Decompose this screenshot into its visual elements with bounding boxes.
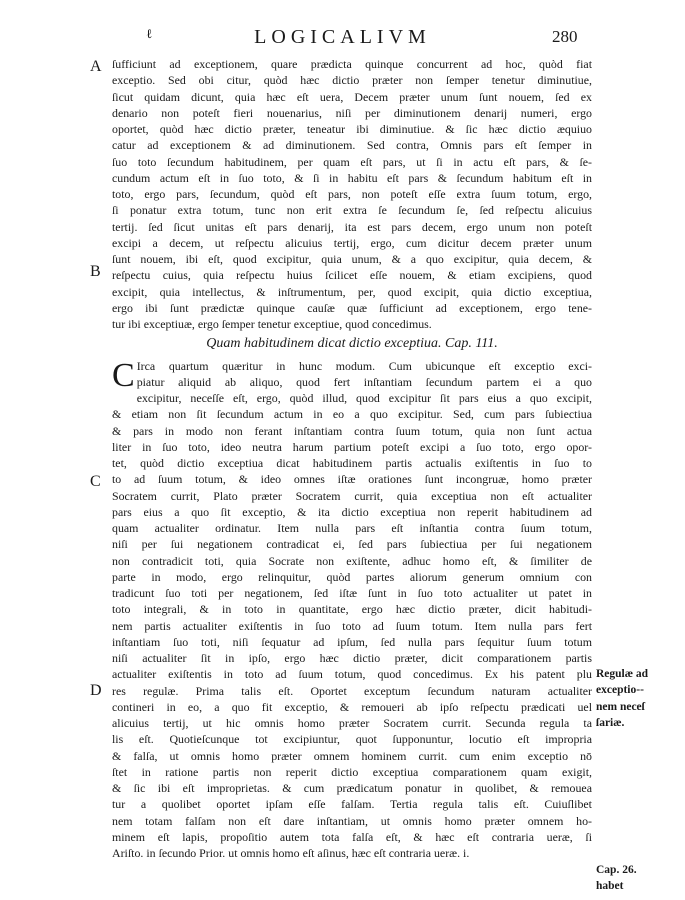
text-line: toto, ergo pars, ſecundum, quòd eſt pars, non poteſt eſſe extra ſuum totum, ergo, <box>112 187 592 201</box>
text-line: liter in ſuo toto, ideo neutra harum partium poteſt excipi a ſuo toto, ergo opor- <box>112 439 592 454</box>
text-line: & ſic ibi eſt improprietas. & cum prædicatum ponatur in quolibet, & remouea <box>112 781 592 795</box>
text-line: tur ibi exceptiuæ, ergo ſemper tenetur exceptiue, quod concedimus. <box>112 317 432 331</box>
margin-note-chapter-ref <box>596 862 685 895</box>
text-line: parte in modo, ergo relinquitur, quòd partes aliorum generum omnium con <box>112 569 592 584</box>
margin-note-line: Cap. 26. <box>596 864 637 876</box>
text-line: Ariſto. in ſecundo Prior. ut omnis homo eſt aſinus, hæc eſt contraria ueræ. i. <box>112 846 470 860</box>
text-line: tur a quolibet oportet ipſam eſſe falſam. Tertia regula talis eſt. Cuiuſlibet <box>112 797 592 812</box>
section-marker-d: D <box>90 682 102 699</box>
text-line: minem eſt lapis, propoſitio autem tota falſa eſt, & hæc eſt contraria ueræ, ſi <box>112 829 592 844</box>
section-1 <box>112 56 592 332</box>
margin-note-line: Regulæ ad <box>596 668 649 680</box>
section-marker-a: A <box>90 58 102 75</box>
text-line: cundum actum eſt in ſuo toto, & ſi in habitu eſt pars & ſecundum habitum eſt in <box>112 170 592 185</box>
text-line: actualiter exiſtentis in toto ad ſuum totum, quod concedimus. Ex his patent plu <box>112 667 592 682</box>
text-line: oportet, quòd hæc dictio præter, teneatur ibi diminutiue. & ſic hæc dictio æquiuo <box>112 122 592 136</box>
chapter-heading: Quam habitudinem dicat dictio exceptiua. Cap. 111. <box>206 336 498 352</box>
text-line: contineri in eo, a quo fit exceptio, & remoueri ab ipſo reſpectu prædicati uel <box>112 699 592 714</box>
text-line: ergo ibi ſunt prædictæ quinque cauſæ quæ ſufficiunt ad exceptionem, ergo tene- <box>112 300 592 315</box>
text-line: res regulæ. Prima talis eſt. Oportet exceptum ſecundum naturam actualiter <box>112 683 592 698</box>
running-head: LOGICALIVM <box>254 26 431 48</box>
text-line: excipi a decem, ut reſpectu alicuius tertij, ergo, cum dicitur decem præter unum <box>112 235 592 250</box>
text-line: reſpectu cuius, quia reſpectu huius ſcilicet eſſe nouem, & etiam excipiens, quod <box>112 268 592 283</box>
text-line: niſi per ſui negationem contradicat ei, ſed pars ſubiectiua per ſui negationem <box>112 537 592 552</box>
text-line: denario non poteſt fieri nouenarius, niſi per diminutionem denarij numeri, ergo <box>112 105 592 120</box>
text-line: piatur aliquid ab aliquo, quod fert inſtantiam ſecundum partem ei a quo <box>136 374 592 389</box>
text-line: pars eius a quo ſit exceptio, & ita dictio exceptiua non reperit habitudinem ad <box>112 504 592 519</box>
text-line: toto integrali, & in toto in quantitate, ergo hæc dictio præter, dicit habitudi- <box>112 602 592 617</box>
section-2 <box>112 358 592 862</box>
text-line: nem partis actualiter exiſtentis in ſuo toto ad ſuum totum. Item nulla pars fert <box>112 618 592 633</box>
section-marker-c: C <box>90 473 101 490</box>
text-line: tet, quòd dictio exceptiua dicat habitudinem partis actualis exiſtentis in ſuo to <box>112 456 592 470</box>
text-line: ſufficiunt ad exceptionem, quare prædicta quinque concurrent ad hoc, quòd fiat <box>112 57 592 71</box>
text-line: Socratem currit, Plato præter Socratem currit, quia exceptiua non eſt actualiter <box>112 488 592 503</box>
header-ornament: ℓ <box>146 26 153 41</box>
margin-note-rules <box>596 666 685 731</box>
section-marker-b: B <box>90 263 101 280</box>
body-text <box>112 56 592 861</box>
text-line: niſi actualiter ſit in ipſo, ergo hæc dictio præter, dicit comparationem partis <box>112 651 592 665</box>
text-line: tradicunt ſuo toti per negationem, ſed iſtæ ſunt in ſuo toto actualiter ut patet in <box>112 586 592 600</box>
text-line: Irca quartum quæritur in hunc modum. Cum ubicunque eſt exceptio exci- <box>136 358 592 373</box>
margin-note-line: nem neceſ <box>596 700 645 713</box>
text-line: exceptio. Sed obi citur, quòd hæc dictio præter non ſemper tenetur diminutiue, <box>112 73 592 88</box>
text-line: quam actualiter ordinatur. Item nulla pars eſt inſtantia contra ſuum totum, <box>112 521 592 535</box>
text-line: ſicut quidam dicunt, quia hæc eſt uera, Decem præter unum ſunt nouem, ſed ex <box>112 89 592 104</box>
text-line: ſunt nouem, ibi eſt, quod excipitur, quia unum, & a quo excipitur, quia decem, & <box>112 252 592 266</box>
margin-note-line: habet <box>596 880 624 893</box>
margin-note-line: ſariæ. <box>596 716 625 729</box>
text-line: to ad ſuum totum, & ideo omnes iſtæ orationes ſunt incongruæ, homo præter <box>112 472 592 487</box>
page-number: 280 <box>552 27 578 46</box>
drop-cap: C <box>112 356 135 394</box>
text-line: ſuo toto ſecundum habitudinem, per quam eſt pars, ut ſi in actu eſt pars, & ſe- <box>112 154 592 169</box>
text-line: non contradicit toti, quia Socrate non exiſtente, adhuc homo eſt, & ſimiliter de <box>112 553 592 568</box>
text-line: tertij. ſed ſicut unitas eſt pars denarij, ita est pars decem, ergo unum non poteſt <box>112 219 592 234</box>
text-line: & etiam non ſit ſecundum actum in eo a quo excipitur. Sed, cum pars ſubiectiua <box>112 407 592 422</box>
text-line: ſtet in ratione partis non reperit dictio exceptiua comparationem quam exigit, <box>112 764 592 779</box>
text-line: alicuius tertij, ut hic omnis homo præter Socratem currit. Secunda regula ta <box>112 716 592 730</box>
text-line: & pars in modo non ferant inſtantiam contra ſuum totum, quia non ſunt actua <box>112 423 592 438</box>
text-line: nem totam falſam non eſt dare inſtantiam, ut omnis homo præter omnem ho- <box>112 813 592 828</box>
text-line: & falſa, ut omnis homo præter omnem hominem currit. cum enim exceptio nō <box>112 748 592 763</box>
margin-note-line: exceptio-- <box>596 684 644 697</box>
text-line: excipitur, neceſſe eſt, ergo, quòd illud, quod excipitur ſit pars eius a quo excipit, <box>136 391 592 405</box>
text-line: catur ad exceptionem & ad diminutionem. Sed contra, Omnis pars eſt ſemper in <box>112 138 592 153</box>
text-line: excipit, quia intellectus, & inſtrumentum, per, quod excipit, quia dictio exceptiua, <box>112 284 592 299</box>
text-line: ſi ponatur extra totum, tunc non erit extra ſe ſecundum ſe, ſed reſpectu alicuius <box>112 203 592 218</box>
text-line: lis eſt. Quotieſcunque tot excipiuntur, quot ſupponuntur, locutio eſt impropria <box>112 732 592 747</box>
text-line: inſtantiam ſuo toti, niſi ſequatur ad ipſum, ſed nulla pars ſequitur ſuum totum <box>112 634 592 649</box>
